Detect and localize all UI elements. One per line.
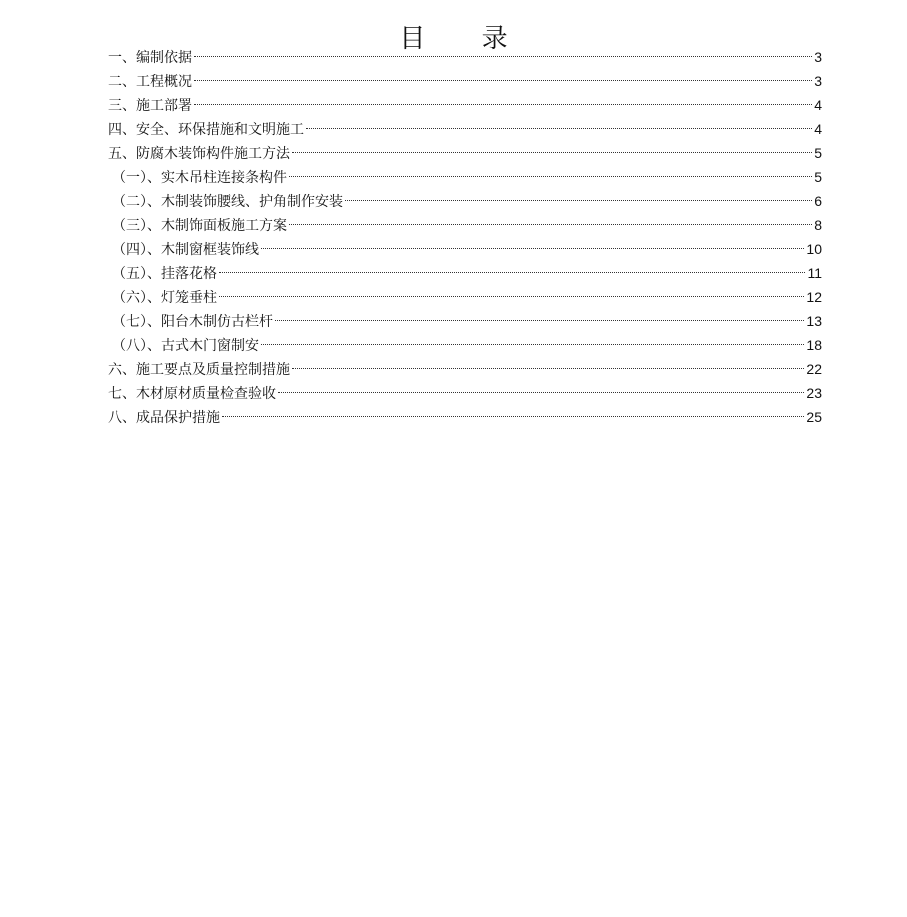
toc-page-number: 25 bbox=[806, 409, 822, 425]
toc-entry[interactable] bbox=[108, 285, 822, 309]
toc-dot-leader bbox=[261, 248, 804, 249]
table-of-contents bbox=[108, 45, 822, 429]
toc-dot-leader bbox=[292, 368, 804, 369]
toc-entry-title: （四）、木制窗框装饰线 bbox=[112, 242, 259, 258]
toc-entry[interactable] bbox=[108, 213, 822, 237]
toc-page-number: 6 bbox=[814, 193, 822, 209]
toc-entry[interactable] bbox=[108, 93, 822, 117]
toc-entry-title: 一、编制依据 bbox=[108, 50, 192, 66]
toc-dot-leader bbox=[194, 80, 812, 81]
toc-page-number: 13 bbox=[806, 313, 822, 329]
toc-entry[interactable] bbox=[108, 237, 822, 261]
toc-entry[interactable] bbox=[108, 69, 822, 93]
toc-entry[interactable] bbox=[108, 117, 822, 141]
toc-dot-leader bbox=[289, 176, 812, 177]
toc-entry-title: 六、施工要点及质量控制措施 bbox=[108, 362, 290, 378]
toc-entry[interactable] bbox=[108, 261, 822, 285]
toc-entry[interactable] bbox=[108, 333, 822, 357]
toc-entry-title: （一）、实木吊柱连接条构件 bbox=[112, 170, 287, 186]
toc-page-number: 3 bbox=[814, 73, 822, 89]
toc-page-number: 10 bbox=[806, 241, 822, 257]
toc-dot-leader bbox=[275, 320, 804, 321]
toc-entry-title: （五）、挂落花格 bbox=[112, 266, 217, 282]
toc-dot-leader bbox=[292, 152, 812, 153]
toc-page-number: 3 bbox=[814, 49, 822, 65]
toc-page-number: 12 bbox=[806, 289, 822, 305]
toc-page-number: 18 bbox=[806, 337, 822, 353]
toc-dot-leader bbox=[289, 224, 812, 225]
toc-entry[interactable] bbox=[108, 45, 822, 69]
toc-page-number: 11 bbox=[807, 265, 822, 281]
toc-page-number: 22 bbox=[806, 361, 822, 377]
toc-entry-title: 五、防腐木装饰构件施工方法 bbox=[108, 146, 290, 162]
toc-entry-title: 七、木材原材质量检查验收 bbox=[108, 386, 276, 402]
toc-page-number: 5 bbox=[814, 145, 822, 161]
toc-entry[interactable] bbox=[108, 381, 822, 405]
toc-entry-title: （六）、灯笼垂柱 bbox=[112, 290, 217, 306]
toc-entry-title: （二）、木制装饰腰线、护角制作安装 bbox=[112, 194, 343, 210]
toc-page-number: 23 bbox=[806, 385, 822, 401]
toc-dot-leader bbox=[194, 104, 812, 105]
toc-entry[interactable] bbox=[108, 141, 822, 165]
toc-entry-title: 三、施工部署 bbox=[108, 98, 192, 114]
toc-entry-title: 四、安全、环保措施和文明施工 bbox=[108, 122, 304, 138]
toc-dot-leader bbox=[306, 128, 812, 129]
toc-page-number: 8 bbox=[814, 217, 822, 233]
toc-entry-title: 八、成品保护措施 bbox=[108, 410, 220, 426]
toc-entry[interactable] bbox=[108, 405, 822, 429]
toc-dot-leader bbox=[219, 272, 805, 273]
toc-dot-leader bbox=[194, 56, 812, 57]
toc-dot-leader bbox=[345, 200, 812, 201]
page-title: 目 录 bbox=[399, 24, 532, 55]
toc-entry-title: （七）、阳台木制仿古栏杆 bbox=[112, 314, 273, 330]
toc-dot-leader bbox=[278, 392, 804, 393]
toc-entry-title: （八）、古式木门窗制安 bbox=[112, 338, 259, 354]
toc-entry[interactable] bbox=[108, 189, 822, 213]
toc-dot-leader bbox=[261, 344, 804, 345]
toc-page-number: 4 bbox=[814, 97, 822, 113]
toc-dot-leader bbox=[222, 416, 804, 417]
toc-page-number: 4 bbox=[814, 121, 822, 137]
toc-entry[interactable] bbox=[108, 309, 822, 333]
toc-entry-title: 二、工程概况 bbox=[108, 74, 192, 90]
toc-entry-title: （三）、木制饰面板施工方案 bbox=[112, 218, 287, 234]
toc-dot-leader bbox=[219, 296, 804, 297]
toc-page-number: 5 bbox=[814, 169, 822, 185]
toc-entry[interactable] bbox=[108, 357, 822, 381]
toc-entry[interactable] bbox=[108, 165, 822, 189]
